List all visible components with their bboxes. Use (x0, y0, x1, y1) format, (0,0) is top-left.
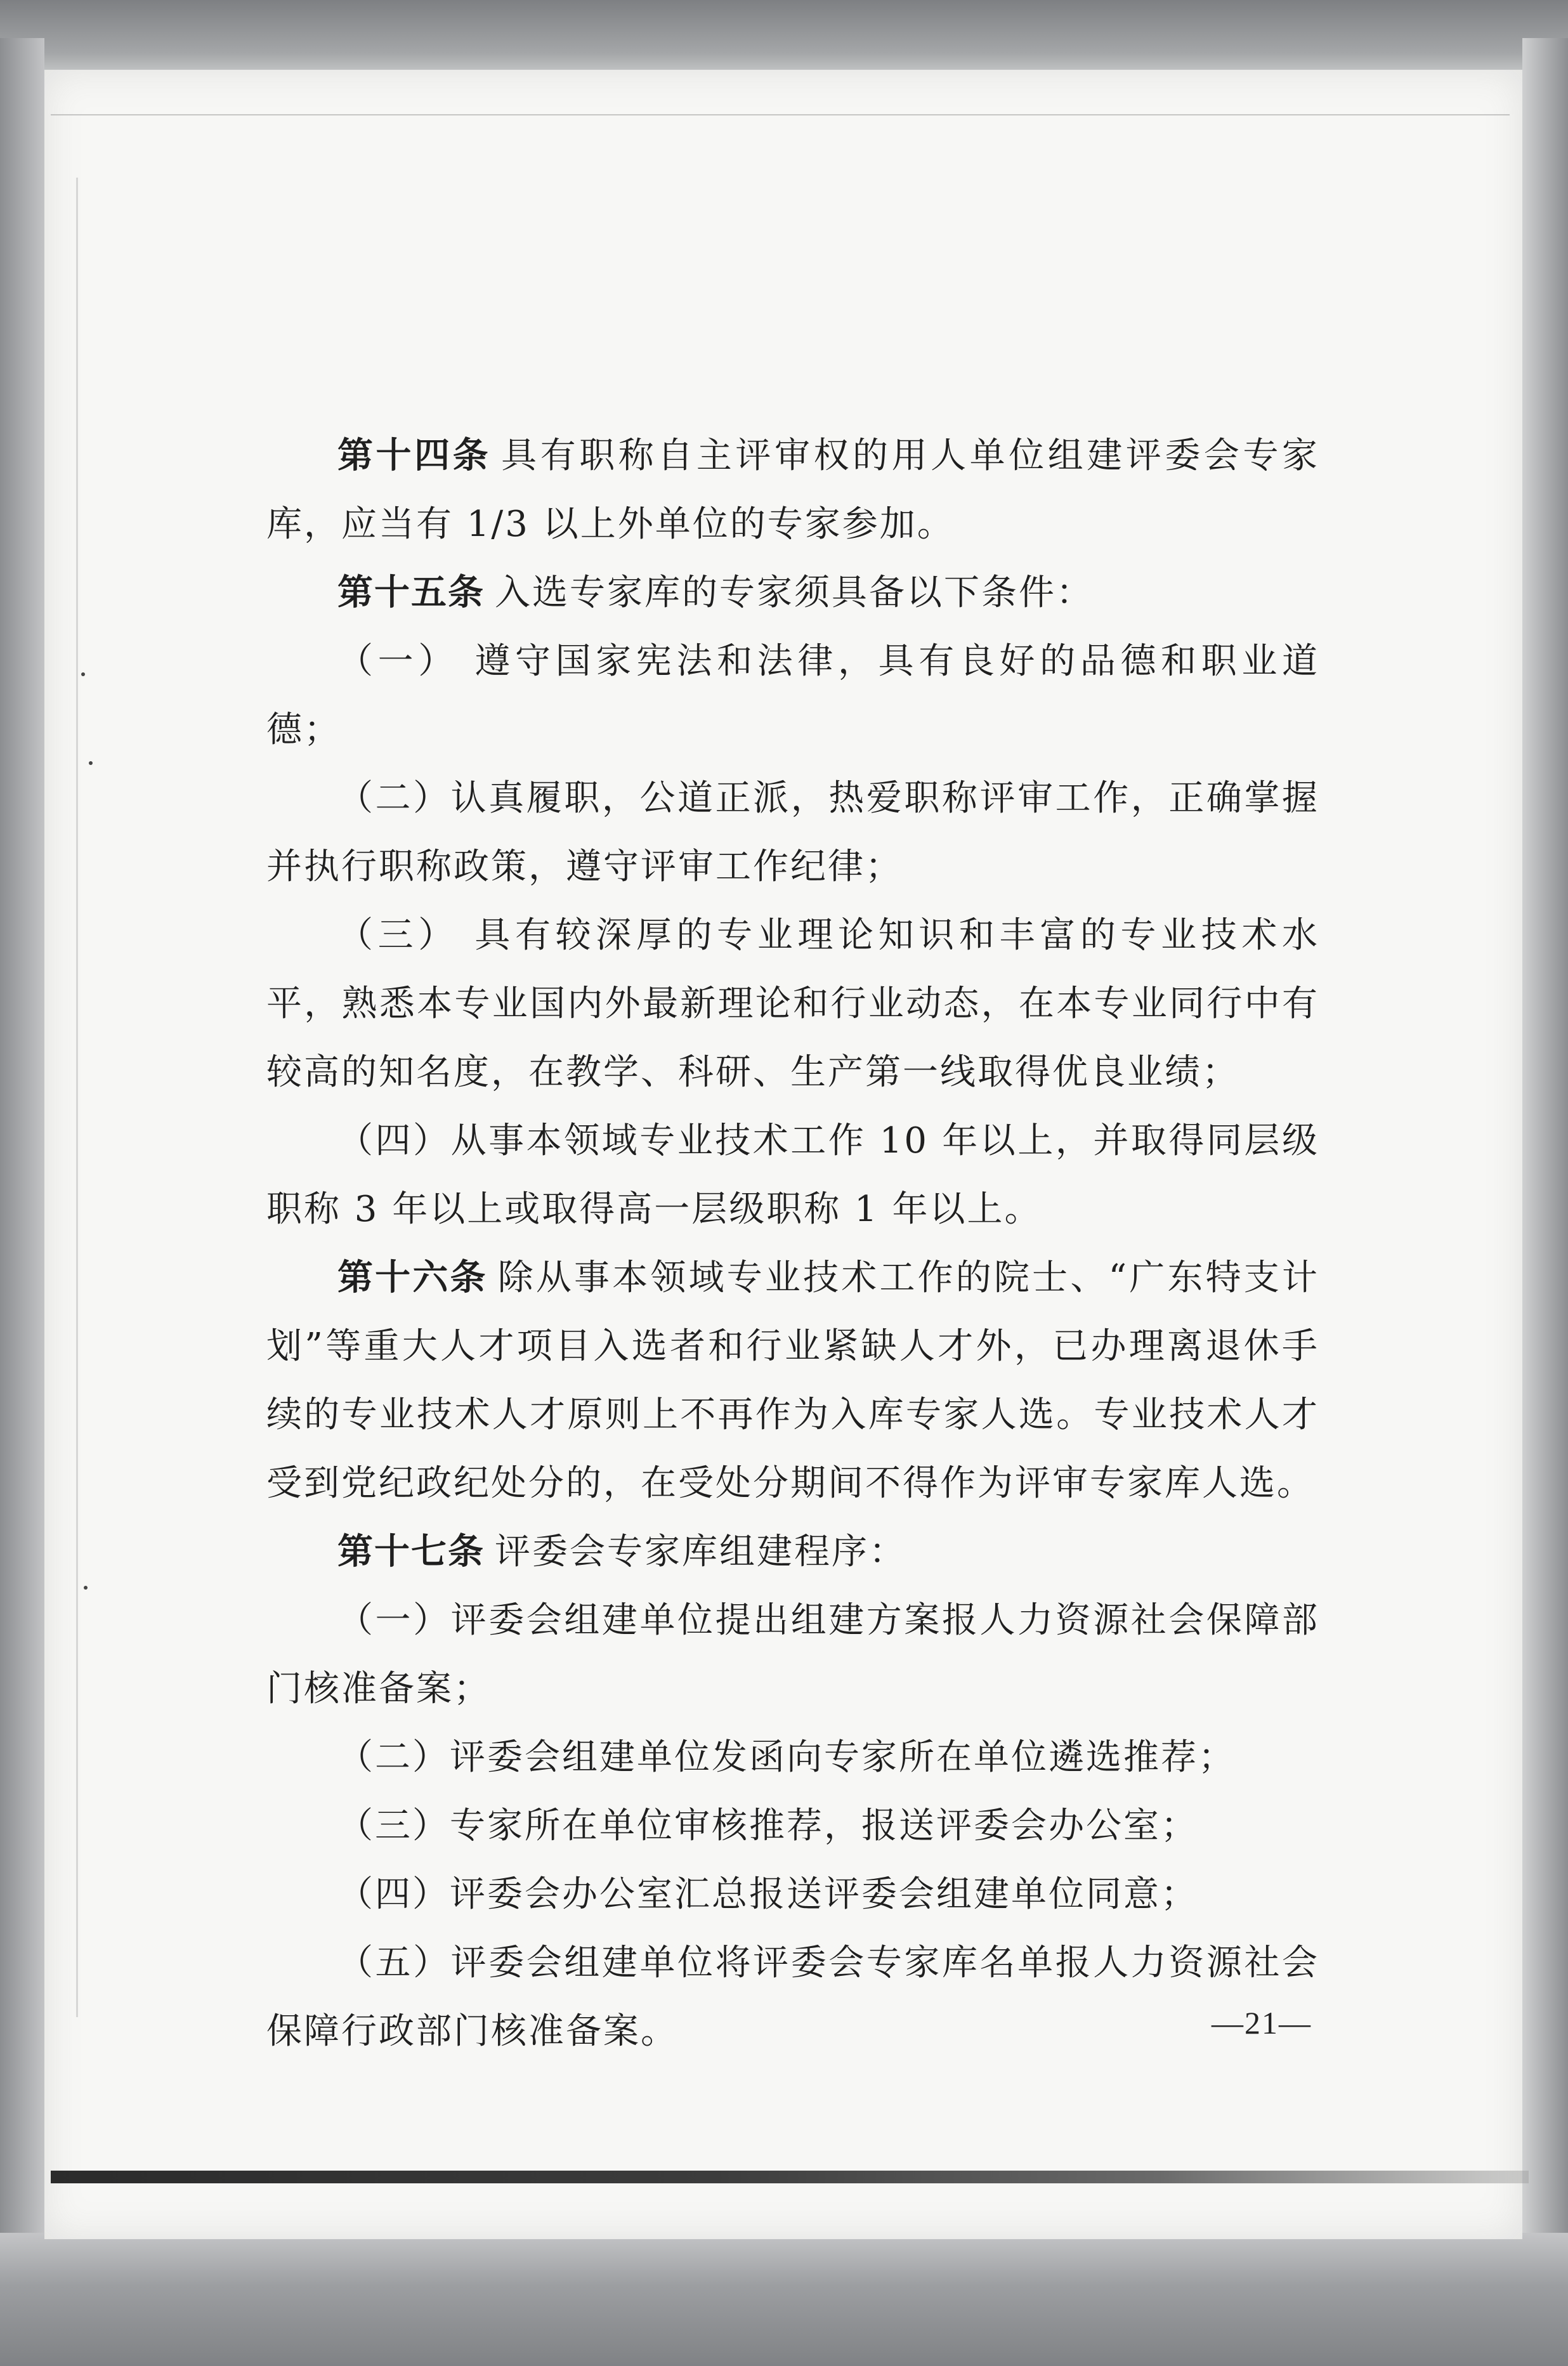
list-item (266, 764, 1319, 901)
scan-border-bottom (0, 2233, 1568, 2366)
article-17 (266, 1518, 1319, 1586)
list-item-text: （三） 具有较深厚的专业理论知识和丰富的专业技术水平，熟悉本专业国内外最新理论和行业动态，在本专业同行中有较高的知名度，在教学、科研、生产第一线取得优良业绩； (266, 915, 1319, 1093)
list-item-text: （二）评委会组建单位发函向专家所在单位遴选推荐； (337, 1737, 1236, 1778)
article-text: 评委会专家库组建程序： (495, 1531, 906, 1572)
scan-top-rule (51, 114, 1510, 115)
list-item (266, 1792, 1319, 1860)
article-15 (266, 559, 1319, 627)
list-item (266, 1860, 1319, 1929)
article-text: 具有职称自主评审权的用人单位组建评委会专家库，应当有 1/3 以上外单位的专家参加。 (266, 435, 1320, 545)
scan-speck (84, 1586, 88, 1590)
list-item (266, 627, 1319, 764)
binding-shadow (76, 178, 78, 2017)
article-14 (266, 422, 1319, 559)
article-heading: 第十七条 (337, 1531, 485, 1572)
list-item (266, 1107, 1319, 1244)
scan-border-right (1522, 38, 1568, 2258)
scan-bottom-bar (51, 2171, 1529, 2183)
article-16 (266, 1244, 1319, 1518)
list-item-text: （一） 遵守国家宪法和法律，具有良好的品德和职业道德； (266, 641, 1319, 750)
page-number: —21— (1212, 2005, 1312, 2041)
scan-speck (89, 761, 93, 765)
article-heading: 第十四条 (337, 435, 492, 476)
scan-border-left (0, 38, 44, 2258)
list-item-text: （四）评委会办公室汇总报送评委会组建单位同意； (337, 1874, 1198, 1915)
article-heading: 第十六条 (337, 1257, 488, 1298)
scan-border-top (0, 0, 1568, 76)
list-item (266, 1929, 1319, 2066)
list-item (266, 1723, 1319, 1792)
document-body (266, 422, 1319, 2066)
list-item (266, 1586, 1319, 1723)
list-item-text: （四）从事本领域专业技术工作 10 年以上，并取得同层级职称 3 年以上或取得高一层级职称 1 年以上。 (266, 1120, 1319, 1230)
article-text: 入选专家库的专家须具备以下条件： (495, 572, 1094, 613)
list-item (266, 901, 1319, 1107)
list-item-text: （五）评委会组建单位将评委会专家库名单报人力资源社会保障行政部门核准备案。 (266, 1942, 1319, 2052)
scan-speck (81, 672, 85, 676)
list-item-text: （一）评委会组建单位提出组建方案报人力资源社会保障部门核准备案； (266, 1600, 1319, 1709)
article-text: 除从事本领域专业技术工作的院士、“广东特支计划”等重大人才项目入选者和行业紧缺人才外，已办理离退休手续的专业技术人才原则上不再作为入库专家人选。专业技术人才受到党纪政纪处分的，在受处分期间不得作为评审专家库人选。 (266, 1257, 1319, 1504)
list-item-text: （三）专家所在单位审核推荐，报送评委会办公室； (337, 1805, 1198, 1846)
article-heading: 第十五条 (337, 572, 485, 613)
list-item-text: （二）认真履职，公道正派，热爱职称评审工作，正确掌握并执行职称政策，遵守评审工作纪律； (266, 778, 1319, 887)
